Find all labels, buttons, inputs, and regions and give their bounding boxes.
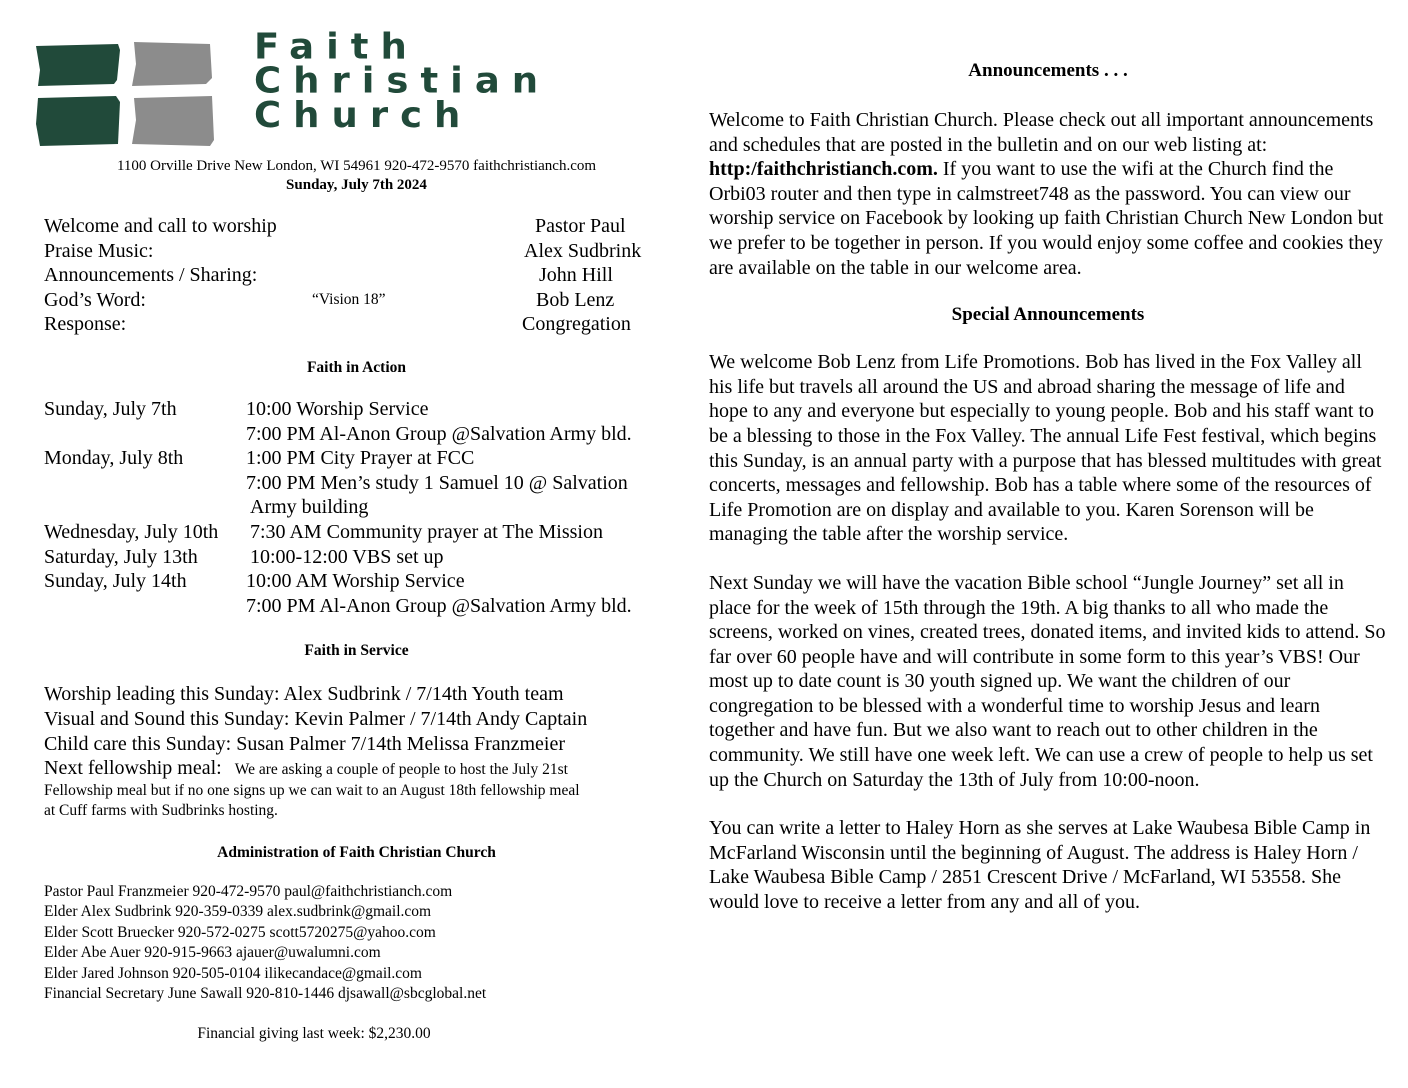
website-link: http:/faithchristianch.com.	[709, 158, 938, 181]
sermon-title: “Vision 18”	[312, 290, 386, 308]
special-announcements-heading: Special Announcements	[951, 304, 1145, 326]
right-column	[709, 60, 1387, 915]
order-of-worship	[44, 214, 674, 337]
bulletin-date: Sunday, July 7th 2024	[286, 177, 427, 193]
worship-item: Welcome and call to worship	[44, 215, 277, 237]
schedule-event: 7:00 PM Al-Anon Group @Salvation Army bld.	[246, 594, 632, 617]
schedule-day: Saturday, July 13th	[44, 545, 198, 568]
contact-list	[44, 882, 674, 1005]
contact-entry: Elder Abe Auer 920-915-9663 ajauer@uwalumni.com	[44, 944, 381, 962]
schedule-event: 7:30 AM Community prayer at The Mission	[250, 520, 603, 543]
contact-entry: Pastor Paul Franzmeier 920-472-9570 paul@faithchristianch.com	[44, 882, 453, 900]
schedule-event: 7:00 PM Men’s study 1 Samuel 10 @ Salvation	[246, 471, 628, 494]
logo-line-2: Christian	[254, 60, 551, 102]
schedule-row	[44, 422, 674, 447]
logo-line-3: Church	[254, 94, 473, 136]
church-logo	[44, 26, 674, 148]
schedule-row	[44, 446, 674, 471]
cross-logo-icon	[34, 40, 224, 148]
church-address: 1100 Orville Drive New London, WI 54961 920-472-9570 faithchristianch.com	[116, 158, 597, 174]
schedule-day: Sunday, July 14th	[44, 570, 187, 593]
worship-leader: Pastor Paul	[535, 215, 626, 237]
worship-row	[44, 288, 674, 313]
worship-leader: Bob Lenz	[536, 288, 615, 311]
schedule-day: Monday, July 8th	[44, 447, 184, 470]
worship-leader: John Hill	[539, 264, 613, 287]
visual-sound: Visual and Sound this Sunday: Kevin Palmer / 7/14th Andy Captain	[44, 707, 588, 730]
schedule-row	[44, 545, 674, 570]
announcement-paragraph: Next Sunday we will have the vacation Bible school “Jungle Journey” set all in place for the week of 15th through the 19th. A big thanks to all who made the screens, worked on vines, created trees, donated items, and invited kids to attend. So far over 60 people have and will contribute in some form to this year’s VBS! Our most up to date count is 30 youth signed up. We want the children of our congregation to be blessed with a wonderful time to worship Jesus and learn together and have fun. But we also want to reach out to other children in the community. We still have one week left. We can use a crew of people to help us set up the Church on Saturday the 13th of July from 10:00-noon.	[709, 571, 1386, 791]
child-care: Child care this Sunday: Susan Palmer 7/14th Melissa Franzmeier	[44, 732, 566, 755]
worship-item: Praise Music:	[44, 239, 154, 262]
worship-row	[44, 312, 674, 337]
schedule-event: 1:00 PM City Prayer at FCC	[246, 447, 475, 470]
faith-in-service	[44, 682, 674, 821]
worship-leader: Congregation	[522, 313, 631, 336]
worship-row	[44, 214, 674, 239]
contact-entry: Elder Alex Sudbrink 920-359-0339 alex.sudbrink@gmail.com	[44, 903, 432, 921]
worship-item: Announcements / Sharing:	[44, 264, 258, 287]
fellowship-meal-label: Next fellowship meal:	[44, 757, 222, 780]
worship-leader: Alex Sudbrink	[524, 239, 642, 262]
schedule-day: Sunday, July 7th	[44, 397, 177, 420]
worship-item: Response:	[44, 313, 127, 336]
schedule-event: 7:00 PM Al-Anon Group @Salvation Army bld.	[246, 422, 632, 445]
worship-leading: Worship leading this Sunday: Alex Sudbrink / 7/14th Youth team	[44, 683, 564, 706]
financial-giving: Financial giving last week: $2,230.00	[197, 1024, 431, 1042]
faith-in-action-heading: Faith in Action	[306, 358, 407, 376]
logo-line-1: Faith	[254, 26, 419, 68]
welcome-paragraph	[709, 108, 1387, 280]
schedule-row	[44, 594, 674, 619]
schedule-row	[44, 397, 674, 422]
schedule-row	[44, 520, 674, 545]
schedule-row	[44, 495, 674, 520]
fellowship-meal-text: We are asking a couple of people to host the July 21st	[234, 761, 568, 779]
announcements-heading: Announcements . . .	[968, 60, 1128, 81]
welcome-text: Welcome to Faith Christian Church. Please check out all important announcements and schedules that are posted in the bulletin and on our web listing at:	[709, 109, 1374, 156]
schedule-event: Army building	[250, 496, 369, 519]
administration-heading: Administration of Faith Christian Church	[217, 843, 496, 861]
schedule	[44, 397, 674, 618]
welcome-text-cont: If you want to use the wifi at the Church find the Orbi03 router and then type in calmstreet748 as the password. You can view our worship service on Facebook by looking up faith Christian Church New London but we prefer to be together in person. If you would enjoy some coffee and cookies they are available on the table in our welcome area.	[709, 158, 1384, 279]
contact-entry: Elder Scott Bruecker 920-572-0275 scott5720275@yahoo.com	[44, 923, 436, 941]
contact-entry: Financial Secretary June Sawall 920-810-1446 djsawall@sbcglobal.net	[44, 985, 487, 1003]
left-column	[44, 26, 674, 1043]
schedule-row	[44, 471, 674, 496]
fellowship-meal-text: at Cuff farms with Sudbrinks hosting.	[44, 802, 278, 820]
schedule-row	[44, 569, 674, 594]
announcement-paragraph: You can write a letter to Haley Horn as she serves at Lake Waubesa Bible Camp in McFarland Wisconsin until the beginning of August. The address is Haley Horn / Lake Waubesa Bible Camp / 2851 Crescent Drive / McFarland, WI 53558. She would love to receive a letter from any and all of you.	[709, 817, 1371, 914]
logo-wordmark	[254, 26, 551, 136]
announcement-paragraph: We welcome Bob Lenz from Life Promotions. Bob has lived in the Fox Valley all his life but travels all around the US and abroad sharing the message of life and hope to any and everyone but especially to young people. Bob and his staff want to be a blessing to those in the Fox Valley. The annual Life Fest festival, which begins this Sunday, is an annual party with a purpose that has blessed multitudes with great concerts, messages and fellowship. Bob has a table where some of the resources of Life Promotion are on display and available to you. Karen Sorenson will be managing the table after the worship service.	[709, 351, 1382, 546]
fellowship-meal	[44, 756, 674, 781]
schedule-event: 10:00 Worship Service	[246, 397, 429, 420]
fellowship-meal-text: Fellowship meal but if no one signs up we can wait to an August 18th fellowship meal	[44, 781, 580, 799]
faith-in-service-heading: Faith in Service	[304, 642, 409, 660]
contact-entry: Elder Jared Johnson 920-505-0104 ilikecandace@gmail.com	[44, 964, 422, 982]
schedule-day: Wednesday, July 10th	[44, 520, 219, 543]
worship-row	[44, 263, 674, 288]
schedule-event: 10:00-12:00 VBS set up	[250, 545, 444, 568]
schedule-event: 10:00 AM Worship Service	[246, 570, 465, 593]
worship-item: God’s Word:	[44, 288, 146, 311]
worship-row	[44, 239, 674, 264]
